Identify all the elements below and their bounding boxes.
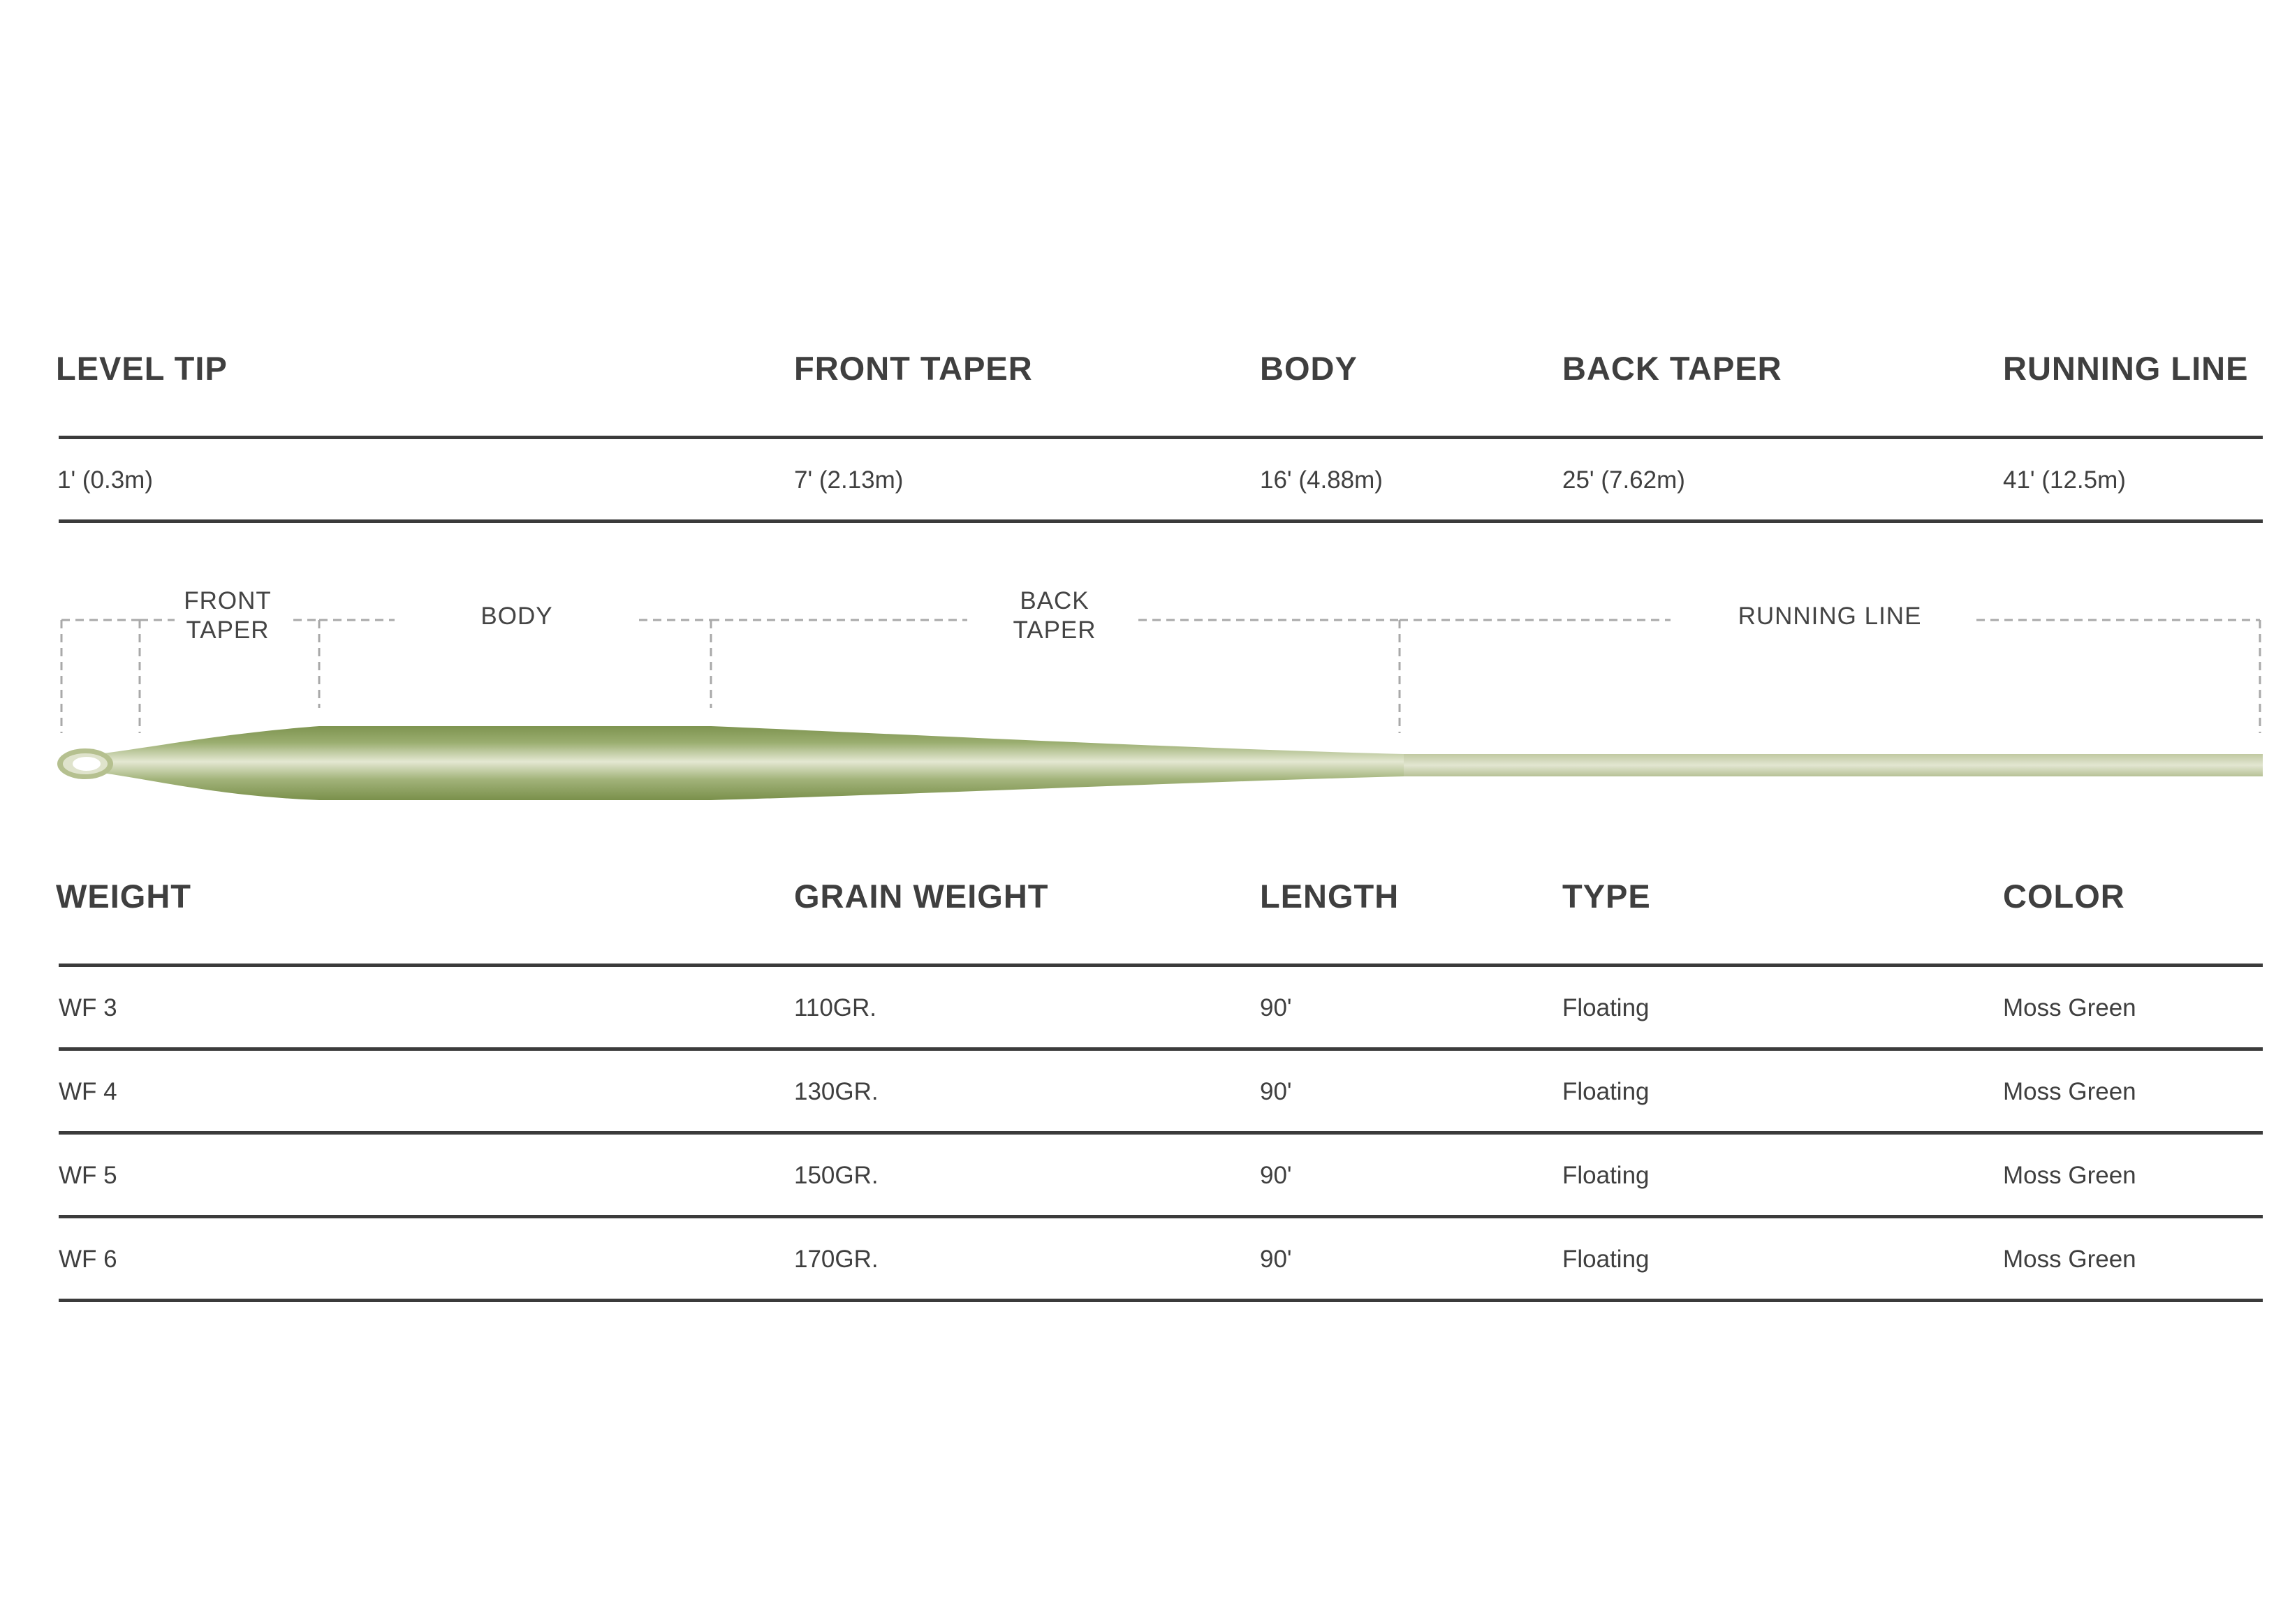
- divider: [59, 1215, 2263, 1218]
- header-body: BODY: [1260, 350, 1358, 387]
- running-line-shape: [1369, 754, 2263, 776]
- label-front-taper: [172, 586, 284, 645]
- cell-weight: WF 6: [59, 1246, 117, 1273]
- cell-length: 90': [1260, 1246, 1292, 1273]
- header-front-taper: FRONT TAPER: [794, 350, 1033, 387]
- header-color: COLOR: [2003, 878, 2125, 915]
- divider: [59, 1047, 2263, 1051]
- cell-weight: WF 3: [59, 994, 117, 1021]
- cell-type: Floating: [1562, 1078, 1650, 1105]
- line-head-shape: [84, 726, 1404, 800]
- cell-length: 90': [1260, 994, 1292, 1021]
- value-front-taper: 7' (2.13m): [794, 466, 904, 494]
- value-body: 16' (4.88m): [1260, 466, 1383, 494]
- cell-color: Moss Green: [2003, 1162, 2136, 1189]
- cell-length: 90': [1260, 1078, 1292, 1105]
- cell-weight: WF 5: [59, 1162, 117, 1189]
- label-back-taper-line1: BACK: [1020, 587, 1089, 614]
- header-type: TYPE: [1562, 878, 1651, 915]
- label-body: BODY: [480, 603, 553, 630]
- label-front-taper-line2: TAPER: [186, 617, 270, 644]
- cell-grain-weight: 130GR.: [794, 1078, 879, 1105]
- value-back-taper: 25' (7.62m): [1562, 466, 1685, 494]
- value-level-tip: 1' (0.3m): [57, 466, 153, 494]
- value-running-line: 41' (12.5m): [2003, 466, 2126, 494]
- cell-grain-weight: 110GR.: [794, 994, 877, 1021]
- segment-guides: [61, 620, 2260, 733]
- cell-weight: WF 4: [59, 1078, 117, 1105]
- divider: [59, 1131, 2263, 1135]
- header-weight: WEIGHT: [56, 878, 191, 915]
- label-front-taper-line1: FRONT: [184, 587, 272, 614]
- cell-grain-weight: 170GR.: [794, 1246, 879, 1273]
- divider: [59, 964, 2263, 967]
- cell-type: Floating: [1562, 994, 1650, 1021]
- header-level-tip: LEVEL TIP: [56, 350, 228, 387]
- header-running-line: RUNNING LINE: [2003, 350, 2249, 387]
- cell-type: Floating: [1562, 1246, 1650, 1273]
- header-back-taper: BACK TAPER: [1562, 350, 1782, 387]
- cell-type: Floating: [1562, 1162, 1650, 1189]
- cell-grain-weight: 150GR.: [794, 1162, 879, 1189]
- header-length: LENGTH: [1260, 878, 1400, 915]
- cell-length: 90': [1260, 1162, 1292, 1189]
- cell-color: Moss Green: [2003, 994, 2136, 1021]
- divider: [59, 1299, 2263, 1302]
- header-grain-weight: GRAIN WEIGHT: [794, 878, 1049, 915]
- cell-color: Moss Green: [2003, 1246, 2136, 1273]
- label-back-taper: [992, 586, 1117, 645]
- label-running-line: RUNNING LINE: [1738, 603, 1922, 630]
- cell-color: Moss Green: [2003, 1078, 2136, 1105]
- label-back-taper-line2: TAPER: [1013, 617, 1096, 644]
